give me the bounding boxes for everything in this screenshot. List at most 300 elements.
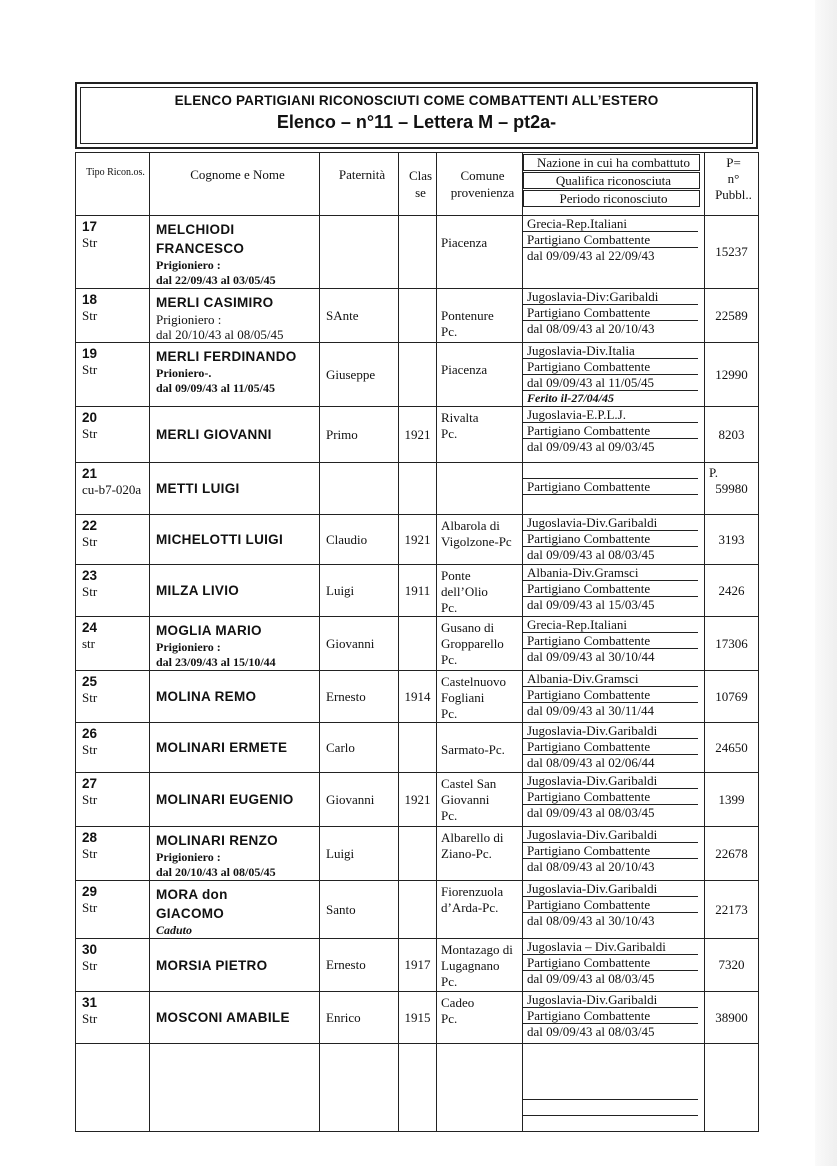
row-classe <box>399 289 437 343</box>
row-tipo-cell <box>76 289 150 343</box>
row-comune <box>437 773 523 827</box>
row-paternita: Ernesto <box>320 671 399 723</box>
partisan-name: MERLI FERDINANDO <box>156 349 297 364</box>
row-name-cell <box>150 343 320 407</box>
row-tipo-cell <box>76 617 150 671</box>
row-nazione: Jugoslavia-E.P.L.J. <box>523 407 698 423</box>
row-pubbl-number: 10769 <box>715 688 748 704</box>
col-header-pubbl <box>705 153 759 216</box>
row-classe: 1914 <box>399 671 437 723</box>
row-comune <box>437 881 523 939</box>
empty-cell <box>399 1044 437 1132</box>
row-paternita: Giovanni <box>320 617 399 671</box>
row-tipo-cell <box>76 881 150 939</box>
row-service-details <box>523 343 705 407</box>
row-pubbl-number: 38900 <box>715 1009 748 1025</box>
empty-line <box>523 1084 698 1100</box>
partisan-name: MELCHIODI <box>156 222 235 237</box>
row-pubbl-number: 22589 <box>715 307 748 323</box>
comune-line: Pc. <box>441 652 458 667</box>
row-tipo-cell <box>76 939 150 992</box>
row-name-cell <box>150 216 320 289</box>
comune-line: Ziano-Pc. <box>441 846 492 861</box>
row-periodo: dal 09/09/43 al 11/05/45 <box>523 375 698 391</box>
row-recognition-type: Str <box>82 958 98 973</box>
col-header-pubbl-a: P= <box>726 155 741 170</box>
row-classe <box>399 463 437 515</box>
row-classe <box>399 881 437 939</box>
partisan-name: MOLINARI RENZO <box>156 833 278 848</box>
row-name-cell <box>150 289 320 343</box>
row-periodo <box>523 495 698 510</box>
table-row <box>76 289 759 343</box>
row-tipo-cell <box>76 343 150 407</box>
comune-line: Vigolzone-Pc <box>441 534 512 549</box>
comune-line <box>441 292 522 308</box>
row-tipo-cell <box>76 515 150 565</box>
row-periodo: dal 08/09/43 al 20/10/43 <box>527 859 655 874</box>
row-qualifica: Partigiano Combattente <box>523 1008 698 1024</box>
partisan-note: dal 09/09/43 al 11/05/45 <box>156 381 276 395</box>
row-name-cell <box>150 463 320 515</box>
row-periodo: dal 09/09/43 al 08/03/45 <box>527 971 655 986</box>
row-service-details <box>523 289 705 343</box>
row-nazione: Albania-Div.Gramsci <box>523 565 698 581</box>
row-recognition-type: Str <box>82 900 98 915</box>
row-classe: 1915 <box>399 992 437 1044</box>
partisan-note: Prigioniero : <box>156 640 221 654</box>
row-ferito-note: Ferito il-27/04/45 <box>527 391 614 405</box>
row-qualifica: Partigiano Combattente <box>523 232 698 248</box>
row-periodo: dal 09/09/43 al 15/03/45 <box>527 597 655 612</box>
comune-line: Gropparello <box>441 636 504 651</box>
row-recognition-type: Str <box>82 690 98 705</box>
row-number: 27 <box>82 776 98 791</box>
row-comune <box>437 939 523 992</box>
row-service-details <box>523 463 705 515</box>
row-recognition-type: Str <box>82 426 98 441</box>
row-classe <box>399 827 437 881</box>
row-qualifica: Partigiano Combattente <box>523 897 698 913</box>
row-pubbl-number: 2426 <box>718 582 745 598</box>
row-pubbl-number: 17306 <box>715 635 748 651</box>
row-classe: 1917 <box>399 939 437 992</box>
row-recognition-type: Str <box>82 584 98 599</box>
row-pubbl-cell <box>705 343 759 407</box>
row-periodo: dal 08/09/43 al 20/10/43 <box>527 321 655 336</box>
row-pubbl-number: 7320 <box>718 957 745 972</box>
partisan-note: dal 22/09/43 al 03/05/45 <box>156 273 276 287</box>
row-number: 29 <box>82 884 98 899</box>
row-number: 31 <box>82 995 98 1010</box>
row-number: 23 <box>82 568 98 583</box>
row-name-cell <box>150 773 320 827</box>
col-header-nome: Cognome e Nome <box>150 153 320 216</box>
row-service-details <box>523 515 705 565</box>
row-qualifica: Partigiano Combattente <box>523 479 698 495</box>
row-comune <box>437 343 523 407</box>
table-row <box>76 671 759 723</box>
row-nazione <box>523 463 698 479</box>
row-nazione: Albania-Div.Gramsci <box>523 671 698 687</box>
comune-line <box>441 726 522 742</box>
partisan-name: MERLI GIOVANNI <box>156 427 272 442</box>
comune-line: Piacenza <box>441 362 488 377</box>
row-qualifica: Partigiano Combattente <box>523 739 698 755</box>
table-row <box>76 515 759 565</box>
partisan-note: Prioniero-. <box>156 366 212 380</box>
row-recognition-type: Str <box>82 308 98 323</box>
row-tipo-cell <box>76 671 150 723</box>
row-periodo: dal 09/09/43 al 08/03/45 <box>527 547 655 562</box>
col-header-paternita: Paternità <box>320 153 399 216</box>
col-header-tipo: Tipo Ricon.os. <box>76 153 150 216</box>
row-qualifica: Partigiano Combattente <box>523 359 698 375</box>
page-edge <box>815 0 837 1166</box>
partisan-name: MOSCONI AMABILE <box>156 1010 290 1025</box>
row-comune <box>437 827 523 881</box>
comune-line: Gusano di <box>441 620 495 635</box>
row-pubbl-cell <box>705 216 759 289</box>
row-recognition-type: Str <box>82 534 98 549</box>
row-qualifica: Partigiano Combattente <box>523 955 698 971</box>
row-classe: 1921 <box>399 515 437 565</box>
row-number: 17 <box>82 219 98 234</box>
col-header-classe-a: Clas <box>408 168 433 183</box>
partisan-note: dal 23/09/43 al 15/10/44 <box>156 655 276 669</box>
partisan-name: MERLI CASIMIRO <box>156 295 274 310</box>
row-nazione: Jugoslavia-Div.Garibaldi <box>523 827 698 843</box>
row-name-cell <box>150 723 320 773</box>
col-header-comune-a: Comune <box>460 168 505 183</box>
comune-line: Giovanni <box>441 792 490 807</box>
partisan-name: MILZA LIVIO <box>156 583 240 598</box>
table-body <box>76 216 759 1132</box>
col-header-pubbl-b: n° <box>727 171 740 186</box>
row-tipo-cell <box>76 463 150 515</box>
row-service-details <box>523 827 705 881</box>
comune-line: Montazago di <box>441 942 513 957</box>
row-pubbl-number: 12990 <box>715 366 748 382</box>
comune-line <box>441 219 522 235</box>
row-name-cell <box>150 992 320 1044</box>
row-comune <box>437 992 523 1044</box>
row-paternita: Luigi <box>320 565 399 617</box>
empty-cell <box>150 1044 320 1132</box>
row-classe: 1911 <box>399 565 437 617</box>
row-recognition-type: Str <box>82 235 98 250</box>
partisan-name: MOGLIA MARIO <box>156 623 262 638</box>
col-header-classe-b: se <box>415 185 426 200</box>
table-row <box>76 617 759 671</box>
row-comune <box>437 671 523 723</box>
row-name-cell <box>150 565 320 617</box>
row-paternita: Luigi <box>320 827 399 881</box>
row-qualifica: Partigiano Combattente <box>523 789 698 805</box>
row-nazione: Grecia-Rep.Italiani <box>523 216 698 232</box>
row-service-details <box>523 939 705 992</box>
comune-line: Pontenure <box>441 308 494 323</box>
row-number: 24 <box>82 620 98 635</box>
row-pubbl-cell <box>705 671 759 723</box>
comune-line: d’Arda-Pc. <box>441 900 499 915</box>
comune-line: Piacenza <box>441 235 488 250</box>
row-comune <box>437 407 523 463</box>
comune-line <box>441 466 522 482</box>
row-qualifica: Partigiano Combattente <box>523 581 698 597</box>
comune-line: dell’Olio <box>441 584 488 599</box>
partisan-name: MOLINARI ERMETE <box>156 740 288 755</box>
row-qualifica: Partigiano Combattente <box>523 843 698 859</box>
row-pubbl-cell <box>705 881 759 939</box>
partisan-name: MORSIA PIETRO <box>156 957 268 973</box>
row-comune <box>437 463 523 515</box>
row-periodo: dal 09/09/43 al 22/09/43 <box>527 248 655 263</box>
empty-cell <box>76 1044 150 1132</box>
row-nazione: Jugoslavia-Div.Garibaldi <box>523 992 698 1008</box>
row-nazione: Jugoslavia-Div.Garibaldi <box>523 773 698 789</box>
row-name-cell <box>150 939 320 992</box>
comune-line: Pc. <box>441 1011 458 1026</box>
row-periodo: dal 09/09/43 al 30/11/44 <box>527 703 654 718</box>
table-row <box>76 773 759 827</box>
row-service-details <box>523 565 705 617</box>
row-pubbl-number: 15237 <box>715 244 748 259</box>
row-recognition-type: cu-b7-020a <box>82 482 142 497</box>
row-pubbl-cell <box>705 407 759 463</box>
partisan-name: METTI LUIGI <box>156 481 240 496</box>
col-header-pubbl-c: Pubbl.. <box>715 187 752 202</box>
comune-line: Castel San <box>441 776 497 791</box>
partisan-note: dal 20/10/43 al 08/05/45 <box>156 327 284 342</box>
row-recognition-type: Str <box>82 742 98 757</box>
comune-line: Pc. <box>441 974 458 989</box>
comune-line: Ponte <box>441 568 471 583</box>
row-number: 25 <box>82 674 98 689</box>
row-tipo-cell <box>76 723 150 773</box>
table-row <box>76 939 759 992</box>
row-paternita: Carlo <box>320 723 399 773</box>
comune-line: Pc. <box>441 426 458 441</box>
row-tipo-cell <box>76 565 150 617</box>
col-header-nazione: Nazione in cui ha combattuto <box>523 154 700 171</box>
header-inner-frame <box>80 87 753 144</box>
row-tipo-cell <box>76 827 150 881</box>
row-classe <box>399 617 437 671</box>
row-periodo: dal 09/09/43 al 30/10/44 <box>527 649 655 664</box>
row-comune <box>437 515 523 565</box>
row-pubbl-number: 8203 <box>718 426 745 442</box>
row-service-details <box>523 617 705 671</box>
row-name-cell <box>150 827 320 881</box>
row-pubbl-cell <box>705 617 759 671</box>
row-name-cell <box>150 515 320 565</box>
row-pubbl-cell <box>705 773 759 827</box>
comune-line: Pc. <box>441 600 458 615</box>
row-name-cell <box>150 407 320 463</box>
comune-line: Sarmato-Pc. <box>441 742 505 757</box>
comune-line: Cadeo <box>441 995 475 1010</box>
table-row <box>76 992 759 1044</box>
row-comune <box>437 216 523 289</box>
table-row <box>76 463 759 515</box>
row-number: 21 <box>82 466 98 481</box>
row-paternita: Ernesto <box>320 939 399 992</box>
row-nazione: Jugoslavia-Div.Garibaldi <box>523 515 698 531</box>
row-service-details <box>523 671 705 723</box>
row-service-details <box>523 992 705 1044</box>
row-comune <box>437 289 523 343</box>
row-pubbl-cell <box>705 289 759 343</box>
row-qualifica: Partigiano Combattente <box>523 531 698 547</box>
row-tipo-cell <box>76 992 150 1044</box>
row-comune <box>437 565 523 617</box>
partisan-name: MOLINA REMO <box>156 689 257 704</box>
partisan-note: Prigioniero : <box>156 312 222 327</box>
row-tipo-cell <box>76 216 150 289</box>
col-header-comune <box>437 153 523 216</box>
document-subtitle: Elenco – n°11 – Lettera M – pt2a- <box>276 112 557 132</box>
row-pubbl-number: 24650 <box>715 739 748 755</box>
row-recognition-type: Str <box>82 362 98 377</box>
row-nazione: Jugoslavia-Div:Garibaldi <box>523 289 698 305</box>
row-name-cell <box>150 617 320 671</box>
row-recognition-type: str <box>82 636 95 651</box>
row-pubbl-number: 22173 <box>715 901 748 917</box>
partisan-name: MORA don <box>156 887 228 902</box>
row-pubbl-cell <box>705 827 759 881</box>
row-service-details <box>523 216 705 289</box>
row-pubbl-cell <box>705 463 759 515</box>
row-classe: 1921 <box>399 773 437 827</box>
row-pubbl-cell <box>705 515 759 565</box>
comune-line <box>441 346 522 362</box>
row-paternita: Giovanni <box>320 773 399 827</box>
comune-line: Albarello di <box>441 830 504 845</box>
row-pubbl-number: 59980 <box>715 480 748 496</box>
row-qualifica: Partigiano Combattente <box>523 687 698 703</box>
row-recognition-type: Str <box>82 846 98 861</box>
row-tipo-cell <box>76 773 150 827</box>
col-header-qualifica: Qualifica riconosciuta <box>523 172 700 189</box>
partisan-name: MOLINARI EUGENIO <box>156 792 294 807</box>
row-comune <box>437 723 523 773</box>
comune-line: Rivalta <box>441 410 479 425</box>
document-title: ELENCO PARTIGIANI RICONOSCIUTI COME COMBATTENTI ALL’ESTERO <box>174 93 659 108</box>
row-paternita <box>320 463 399 515</box>
row-number: 19 <box>82 346 98 361</box>
row-pubbl-number: 3193 <box>718 531 745 547</box>
row-pubbl-cell <box>705 723 759 773</box>
partisan-name: FRANCESCO <box>156 241 245 256</box>
comune-line: Pc. <box>441 706 458 721</box>
row-paternita: Giuseppe <box>320 343 399 407</box>
table-row <box>76 216 759 289</box>
row-paternita: Enrico <box>320 992 399 1044</box>
row-paternita: Primo <box>320 407 399 463</box>
comune-line: Fogliani <box>441 690 485 705</box>
partisan-name: MICHELOTTI LUIGI <box>156 532 284 547</box>
partisan-note: Prigioniero : <box>156 850 221 864</box>
comune-line: Albarola di <box>441 518 500 533</box>
table-row-empty <box>76 1044 759 1132</box>
row-number: 28 <box>82 830 98 845</box>
row-periodo: dal 09/09/43 al 08/03/45 <box>527 805 655 820</box>
row-periodo: dal 09/09/43 al 08/03/45 <box>527 1024 655 1039</box>
partisan-note: Caduto <box>156 923 193 937</box>
row-classe <box>399 723 437 773</box>
row-service-details <box>523 407 705 463</box>
table-row <box>76 343 759 407</box>
row-number: 20 <box>82 410 98 425</box>
table-row <box>76 723 759 773</box>
empty-cell <box>705 1044 759 1132</box>
row-pubbl-cell <box>705 939 759 992</box>
row-classe <box>399 343 437 407</box>
row-nazione: Jugoslavia-Div.Garibaldi <box>523 881 698 897</box>
empty-line <box>523 1100 698 1116</box>
row-recognition-type: Str <box>82 792 98 807</box>
row-qualifica: Partigiano Combattente <box>523 305 698 321</box>
comune-line: Fiorenzuola <box>441 884 504 899</box>
comune-line: Castelnuovo <box>441 674 506 689</box>
table-row <box>76 881 759 939</box>
row-paternita: Santo <box>320 881 399 939</box>
empty-cell <box>320 1044 399 1132</box>
table-row <box>76 565 759 617</box>
table-header-row <box>76 153 759 216</box>
comune-line: Lugagnano <box>441 958 500 973</box>
document-header <box>75 82 758 149</box>
row-pubbl-number: 22678 <box>715 845 748 861</box>
col-header-periodo: Periodo riconosciuto <box>523 190 700 207</box>
row-paternita: Claudio <box>320 515 399 565</box>
partisans-table <box>75 152 759 1132</box>
partisan-note: dal 20/10/43 al 08/05/45 <box>156 865 276 879</box>
row-nazione: Jugoslavia-Div.Garibaldi <box>523 723 698 739</box>
row-recognition-type: Str <box>82 1011 98 1026</box>
row-nazione: Jugoslavia – Div.Garibaldi <box>523 939 698 955</box>
row-number: 18 <box>82 292 98 307</box>
table-row <box>76 827 759 881</box>
row-comune <box>437 617 523 671</box>
col-header-classe <box>399 153 437 216</box>
comune-line: Pc. <box>441 324 458 339</box>
row-qualifica: Partigiano Combattente <box>523 423 698 439</box>
comune-line: Pc. <box>441 808 458 823</box>
row-periodo: dal 08/09/43 al 30/10/43 <box>527 913 655 928</box>
row-classe: 1921 <box>399 407 437 463</box>
row-paternita: SAnte <box>320 289 399 343</box>
row-nazione: Jugoslavia-Div.Italia <box>523 343 698 359</box>
col-header-nazione-group <box>523 153 705 216</box>
row-number: 30 <box>82 942 98 957</box>
row-number: 26 <box>82 726 98 741</box>
row-service-details <box>523 881 705 939</box>
row-number: 22 <box>82 518 98 533</box>
row-pubbl-cell <box>705 565 759 617</box>
row-pubbl-number: 1399 <box>718 791 745 807</box>
row-pubbl-prefix: P. <box>709 465 719 480</box>
partisan-name: GIACOMO <box>156 906 225 921</box>
row-periodo: dal 08/09/43 al 02/06/44 <box>527 755 655 770</box>
col-header-comune-b: provenienza <box>450 185 515 200</box>
row-tipo-cell <box>76 407 150 463</box>
partisan-note: Prigioniero : <box>156 258 221 272</box>
row-paternita <box>320 216 399 289</box>
row-service-details <box>523 773 705 827</box>
row-name-cell <box>150 671 320 723</box>
